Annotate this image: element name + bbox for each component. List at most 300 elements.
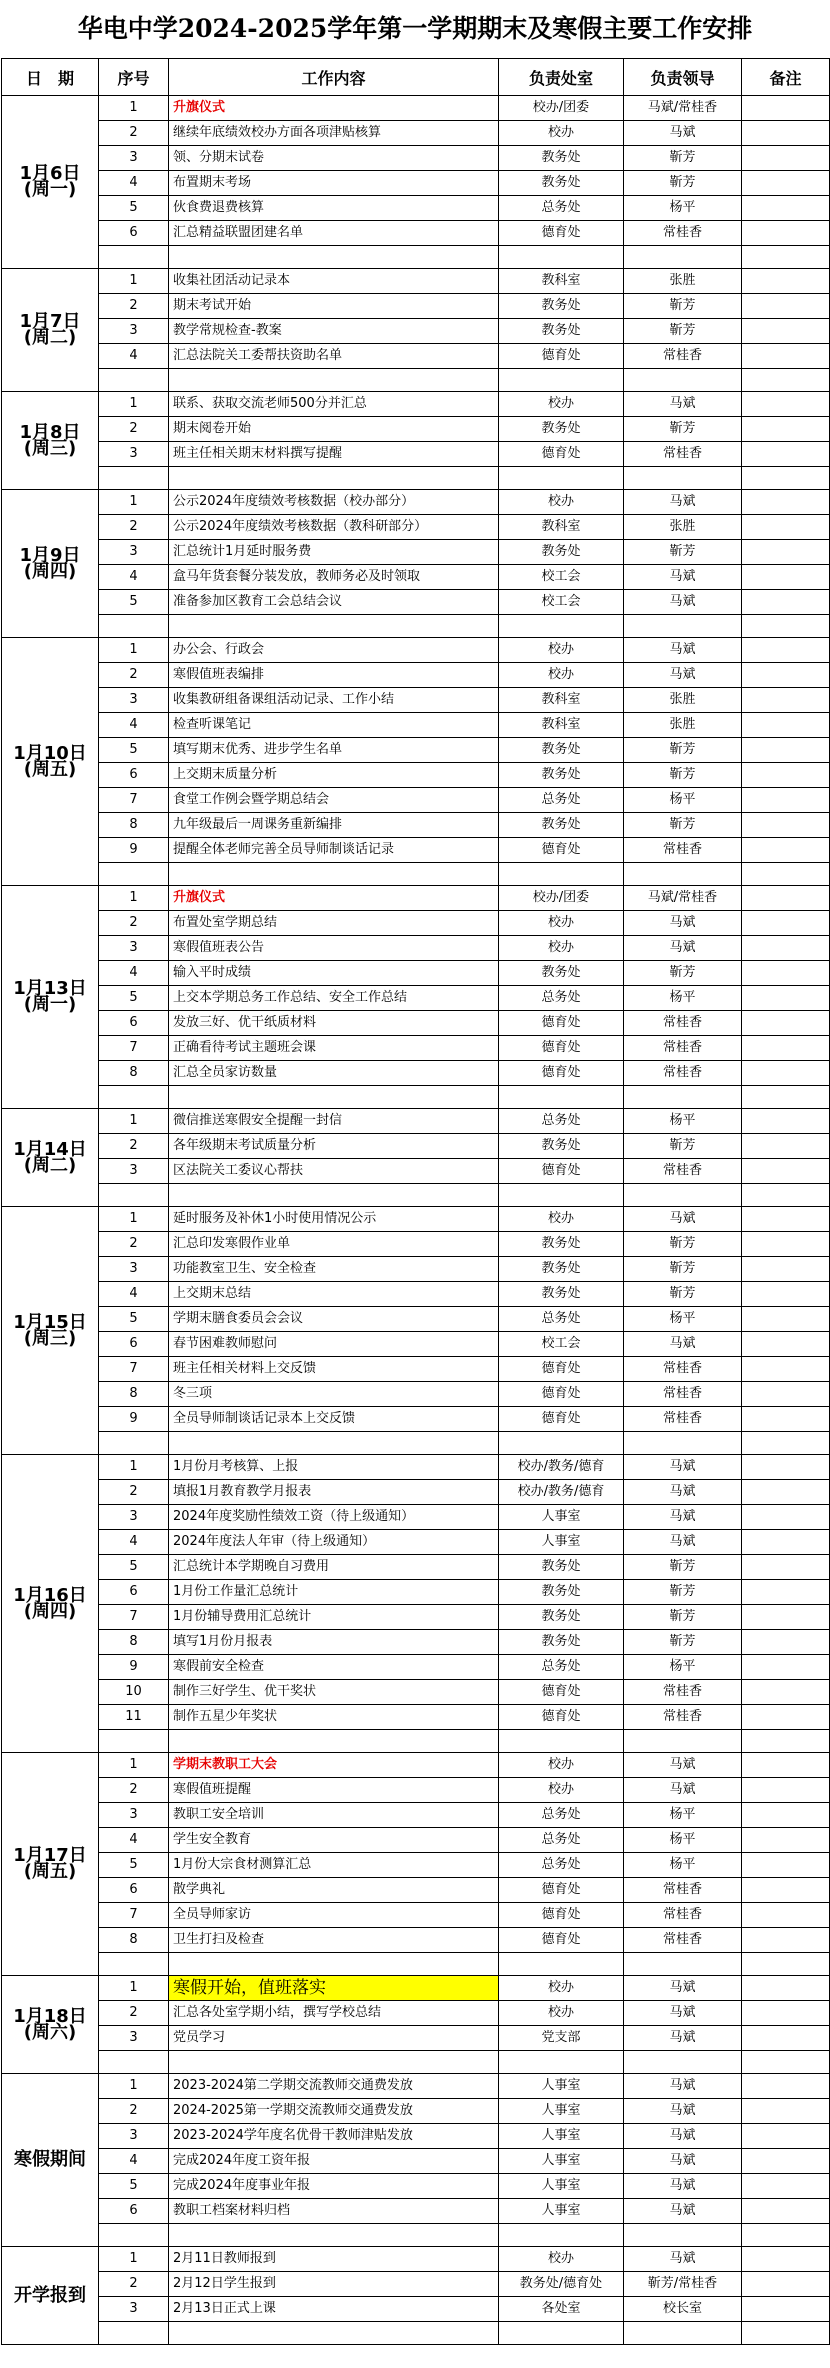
department-cell: 教务处 [499,171,624,196]
department-cell: 德育处 [499,1878,624,1903]
table-row [2,2074,830,2099]
row-number: 6 [99,1332,169,1357]
remark-cell [742,1803,830,1828]
empty-cell [169,1184,499,1207]
empty-cell [169,863,499,886]
table-row [2,838,830,863]
table-row [2,961,830,986]
row-number: 7 [99,1605,169,1630]
table-row [2,344,830,369]
table-row [2,1630,830,1655]
task-cell: 寒假前安全检查 [169,1655,499,1680]
department-cell: 人事室 [499,1530,624,1555]
leader-cell: 常桂香 [624,1159,742,1184]
leader-cell: 张胜 [624,269,742,294]
leader-cell: 马斌 [624,1505,742,1530]
department-cell: 教务处 [499,1580,624,1605]
leader-cell: 马斌/常桂香 [624,886,742,911]
table-row [2,221,830,246]
leader-cell: 杨平 [624,1109,742,1134]
remark-cell [742,1480,830,1505]
leader-cell: 常桂香 [624,221,742,246]
empty-cell [499,1432,624,1455]
task-cell: 2024-2025第一学期交流教师交通费发放 [169,2099,499,2124]
task-cell: 春节困难教师慰问 [169,1332,499,1357]
row-number: 6 [99,763,169,788]
task-cell: 汇总法院关工委帮扶资助名单 [169,344,499,369]
task-cell: 2023-2024第二学期交流教师交通费发放 [169,2074,499,2099]
department-cell: 校办/团委 [499,886,624,911]
header-row [2,59,830,96]
leader-cell: 马斌 [624,2124,742,2149]
empty-cell [99,246,169,269]
leader-cell: 马斌 [624,1530,742,1555]
remark-cell [742,344,830,369]
spacer-row [2,246,830,269]
task-cell: 2024年度奖励性绩效工资（待上级通知） [169,1505,499,1530]
department-cell: 教务处 [499,1232,624,1257]
table-row [2,269,830,294]
row-number: 4 [99,961,169,986]
table-row [2,1455,830,1480]
department-cell: 各处室 [499,2297,624,2322]
empty-cell [169,369,499,392]
row-number: 6 [99,2199,169,2224]
date-cell [2,1207,99,1455]
weekday-label: (周五) [23,1861,77,1882]
table-row [2,2297,830,2322]
leader-cell: 马斌 [624,490,742,515]
task-cell: 微信推送寒假安全提醒一封信 [169,1109,499,1134]
remark-cell [742,1382,830,1407]
remark-cell [742,1530,830,1555]
row-number: 3 [99,442,169,467]
table-row [2,590,830,615]
spacer-row [2,369,830,392]
row-number: 1 [99,1455,169,1480]
empty-cell [742,1730,830,1753]
table-row [2,1753,830,1778]
department-cell: 总务处 [499,1307,624,1332]
task-cell: 区法院关工委议心帮扶 [169,1159,499,1184]
task-cell: 2月12日学生报到 [169,2272,499,2297]
department-cell: 教务处 [499,417,624,442]
department-cell: 德育处 [499,1159,624,1184]
leader-cell: 杨平 [624,1853,742,1878]
task-cell: 升旗仪式 [169,886,499,911]
weekday-label: (周一) [23,994,77,1015]
department-cell: 教务处/德育处 [499,2272,624,2297]
leader-cell: 杨平 [624,788,742,813]
remark-cell [742,936,830,961]
date-cell [2,1753,99,1976]
empty-cell [169,2051,499,2074]
leader-cell: 杨平 [624,1828,742,1853]
row-number: 2 [99,2001,169,2026]
empty-cell [99,1953,169,1976]
empty-cell [499,1953,624,1976]
task-cell: 收集教研组备课组活动记录、工作小结 [169,688,499,713]
department-cell: 德育处 [499,1928,624,1953]
leader-cell: 马斌 [624,911,742,936]
leader-cell: 张胜 [624,713,742,738]
department-cell: 德育处 [499,344,624,369]
department-cell: 总务处 [499,788,624,813]
row-number: 8 [99,1061,169,1086]
department-cell: 校办 [499,392,624,417]
remark-cell [742,1655,830,1680]
leader-cell: 马斌 [624,1455,742,1480]
row-number: 2 [99,121,169,146]
row-number: 8 [99,813,169,838]
remark-cell [742,1903,830,1928]
table-row [2,1407,830,1432]
empty-cell [499,246,624,269]
row-number: 1 [99,1207,169,1232]
remark-cell [742,1753,830,1778]
empty-cell [742,1432,830,1455]
leader-cell: 杨平 [624,1803,742,1828]
table-row [2,146,830,171]
leader-cell: 马斌 [624,590,742,615]
empty-cell [624,246,742,269]
table-row [2,1928,830,1953]
remark-cell [742,2199,830,2224]
remark-cell [742,2174,830,2199]
department-cell: 总务处 [499,1109,624,1134]
table-row [2,1134,830,1159]
leader-cell: 杨平 [624,1307,742,1332]
row-number: 9 [99,1407,169,1432]
weekday-label: (周六) [23,2021,77,2043]
leader-cell: 靳芳 [624,1605,742,1630]
empty-cell [499,2224,624,2247]
date-cell [2,269,99,392]
department-cell: 校办 [499,1207,624,1232]
department-cell: 德育处 [499,442,624,467]
department-cell: 德育处 [499,1903,624,1928]
remark-cell [742,1853,830,1878]
task-cell: 办公会、行政会 [169,638,499,663]
department-cell: 校办/团委 [499,96,624,121]
task-cell: 汇总统计1月延时服务费 [169,540,499,565]
task-cell: 期末考试开始 [169,294,499,319]
table-row [2,1307,830,1332]
row-number: 1 [99,886,169,911]
spacer-row [2,2224,830,2247]
remark-cell [742,1680,830,1705]
leader-cell: 常桂香 [624,1061,742,1086]
empty-cell [169,2322,499,2345]
remark-cell [742,1976,830,2001]
department-cell: 教科室 [499,713,624,738]
remark-cell [742,2074,830,2099]
remark-cell [742,1109,830,1134]
task-cell: 各年级期末考试质量分析 [169,1134,499,1159]
empty-cell [742,2322,830,2345]
row-number: 2 [99,1778,169,1803]
task-cell: 盒马年货套餐分装发放，教师务必及时领取 [169,565,499,590]
table-row [2,196,830,221]
task-cell: 2月11日教师报到 [169,2247,499,2272]
table-row [2,1382,830,1407]
header-number: 序号 [99,59,169,96]
department-cell: 德育处 [499,1680,624,1705]
table-row [2,490,830,515]
table-row [2,294,830,319]
empty-cell [99,1730,169,1753]
remark-cell [742,986,830,1011]
remark-cell [742,763,830,788]
leader-cell: 马斌 [624,663,742,688]
table-row [2,2149,830,2174]
empty-cell [169,615,499,638]
date-cell [2,886,99,1109]
department-cell: 德育处 [499,1036,624,1061]
header-task: 工作内容 [169,59,499,96]
row-number: 9 [99,1655,169,1680]
empty-cell [169,2224,499,2247]
department-cell: 教务处 [499,813,624,838]
department-cell: 人事室 [499,2099,624,2124]
row-number: 6 [99,1580,169,1605]
date-cell [2,392,99,490]
date-label: 1月13日 [13,978,87,999]
table-row [2,2272,830,2297]
remark-cell [742,196,830,221]
date-label: 1月6日 [19,163,81,184]
task-cell: 填写期末优秀、进步学生名单 [169,738,499,763]
leader-cell: 靳芳 [624,763,742,788]
department-cell: 教务处 [499,294,624,319]
remark-cell [742,2297,830,2322]
row-number: 4 [99,565,169,590]
remark-cell [742,540,830,565]
department-cell: 校办 [499,1753,624,1778]
task-cell: 上交本学期总务工作总结、安全工作总结 [169,986,499,1011]
empty-cell [499,2051,624,2074]
table-row [2,1159,830,1184]
remark-cell [742,1207,830,1232]
empty-cell [742,246,830,269]
task-cell: 延时服务及补休1小时使用情况公示 [169,1207,499,1232]
empty-cell [742,615,830,638]
remark-cell [742,392,830,417]
department-cell: 教科室 [499,515,624,540]
leader-cell: 常桂香 [624,344,742,369]
leader-cell: 常桂香 [624,1357,742,1382]
department-cell: 教务处 [499,763,624,788]
department-cell: 教务处 [499,961,624,986]
table-row [2,1555,830,1580]
empty-cell [624,369,742,392]
remark-cell [742,121,830,146]
table-row [2,1109,830,1134]
row-number: 5 [99,986,169,1011]
remark-cell [742,515,830,540]
department-cell: 教务处 [499,1605,624,1630]
remark-cell [742,2149,830,2174]
leader-cell: 常桂香 [624,838,742,863]
weekday-label: (周二) [23,327,77,348]
department-cell: 总务处 [499,1853,624,1878]
empty-cell [624,863,742,886]
weekday-label: (周三) [23,437,77,459]
remark-cell [742,490,830,515]
table-row [2,1680,830,1705]
row-number: 3 [99,936,169,961]
remark-cell [742,788,830,813]
table-row [2,1011,830,1036]
remark-cell [742,1928,830,1953]
leader-cell: 马斌 [624,2149,742,2174]
task-cell: 寒假值班提醒 [169,1778,499,1803]
remark-cell [742,1605,830,1630]
leader-cell: 靳芳 [624,1282,742,1307]
table-row [2,1232,830,1257]
remark-cell [742,294,830,319]
department-cell: 教务处 [499,319,624,344]
task-cell: 提醒全体老师完善全员导师制谈话记录 [169,838,499,863]
table-row [2,2124,830,2149]
empty-cell [99,369,169,392]
row-number: 2 [99,2099,169,2124]
task-cell: 公示2024年度绩效考核数据（校办部分） [169,490,499,515]
task-cell: 1月份大宗食材测算汇总 [169,1853,499,1878]
leader-cell: 马斌 [624,1976,742,2001]
leader-cell: 常桂香 [624,1382,742,1407]
leader-cell: 靳芳 [624,417,742,442]
table-row [2,1357,830,1382]
row-number: 3 [99,2297,169,2322]
remark-cell [742,638,830,663]
row-number: 1 [99,96,169,121]
empty-cell [499,369,624,392]
empty-cell [169,1432,499,1455]
department-cell: 人事室 [499,2124,624,2149]
table-row [2,515,830,540]
row-number: 2 [99,1480,169,1505]
row-number: 8 [99,1630,169,1655]
task-cell: 寒假值班表公告 [169,936,499,961]
task-cell: 布置期末考场 [169,171,499,196]
table-row [2,121,830,146]
weekday-label: (周四) [23,1600,77,1622]
department-cell: 党支部 [499,2026,624,2051]
task-cell: 散学典礼 [169,1878,499,1903]
department-cell: 德育处 [499,1705,624,1730]
task-cell: 收集社团活动记录本 [169,269,499,294]
remark-cell [742,590,830,615]
department-cell: 校办 [499,1976,624,2001]
header-leader: 负责领导 [624,59,742,96]
table-row [2,886,830,911]
weekday-label: (周二) [23,1154,77,1176]
row-number: 4 [99,344,169,369]
spacer-row [2,1184,830,1207]
task-cell: 班主任相关材料上交反馈 [169,1357,499,1382]
leader-cell: 靳芳 [624,961,742,986]
date-cell [2,638,99,886]
empty-cell [99,1086,169,1109]
remark-cell [742,2272,830,2297]
table-row [2,1976,830,2001]
row-number: 5 [99,1853,169,1878]
spacer-row [2,2322,830,2345]
task-cell: 九年级最后一周课务重新编排 [169,813,499,838]
leader-cell: 常桂香 [624,1928,742,1953]
remark-cell [742,1580,830,1605]
row-number: 5 [99,590,169,615]
task-cell: 制作三好学生、优干奖状 [169,1680,499,1705]
remark-cell [742,1705,830,1730]
leader-cell: 靳芳 [624,540,742,565]
row-number: 7 [99,1903,169,1928]
department-cell: 校办 [499,2001,624,2026]
remark-cell [742,738,830,763]
department-cell: 教务处 [499,1555,624,1580]
task-cell: 准备参加区教育工会总结会议 [169,590,499,615]
task-cell: 汇总印发寒假作业单 [169,1232,499,1257]
weekday-label: (周四) [23,560,77,582]
table-row [2,1036,830,1061]
remark-cell [742,911,830,936]
leader-cell: 马斌 [624,2174,742,2199]
department-cell: 总务处 [499,1655,624,1680]
empty-cell [99,2322,169,2345]
date-label: 1月14日 [13,1138,87,1160]
leader-cell: 靳芳 [624,171,742,196]
date-cell [2,2074,99,2247]
empty-cell [499,2322,624,2345]
date-label: 1月10日 [13,742,87,764]
leader-cell: 马斌 [624,121,742,146]
department-cell: 教务处 [499,1134,624,1159]
remark-cell [742,1407,830,1432]
remark-cell [742,886,830,911]
date-label: 1月17日 [13,1845,87,1866]
department-cell: 教务处 [499,146,624,171]
table-row [2,1828,830,1853]
remark-cell [742,2247,830,2272]
date-label: 1月16日 [13,1584,87,1606]
leader-cell: 马斌 [624,1332,742,1357]
table-row [2,1061,830,1086]
empty-cell [742,467,830,490]
remark-cell [742,1061,830,1086]
task-cell: 2023-2024学年度名优骨干教师津贴发放 [169,2124,499,2149]
remark-cell [742,1357,830,1382]
table-row [2,813,830,838]
row-number: 1 [99,1976,169,2001]
empty-cell [169,1730,499,1753]
empty-cell [99,863,169,886]
department-cell: 总务处 [499,1828,624,1853]
remark-cell [742,442,830,467]
task-cell: 1月份辅导费用汇总统计 [169,1605,499,1630]
table-row [2,171,830,196]
leader-cell: 马斌 [624,2247,742,2272]
row-number: 4 [99,713,169,738]
empty-cell [624,1953,742,1976]
task-cell: 发放三好、优干纸质材料 [169,1011,499,1036]
department-cell: 教务处 [499,738,624,763]
department-cell: 校办/教务/德育 [499,1480,624,1505]
remark-cell [742,319,830,344]
weekday-label: (周三) [23,1327,77,1349]
remark-cell [742,1036,830,1061]
leader-cell: 靳芳/常桂香 [624,2272,742,2297]
